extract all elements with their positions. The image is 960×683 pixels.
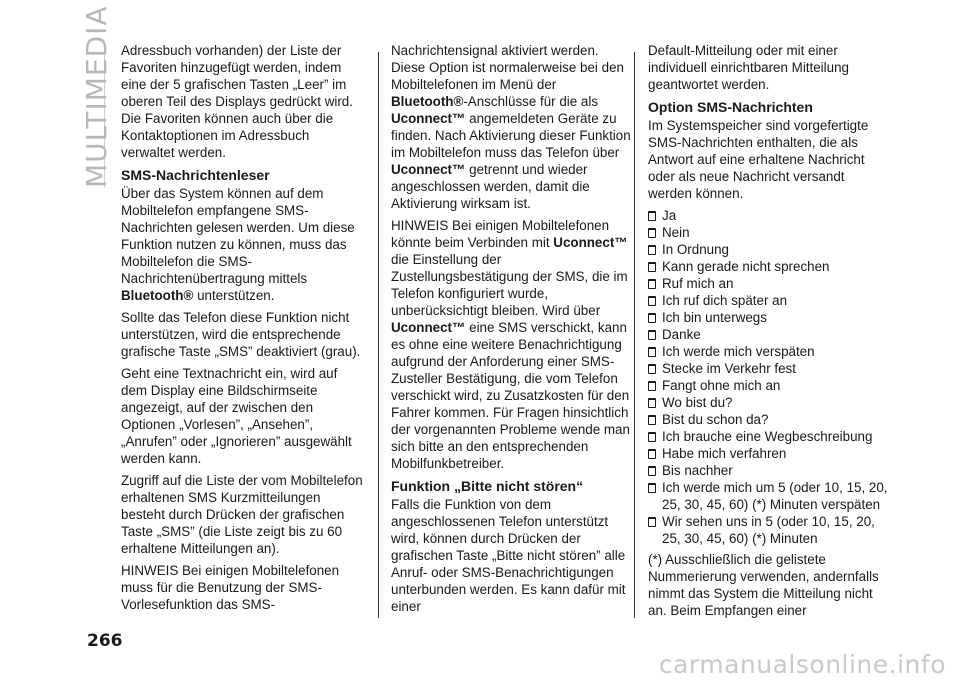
paragraph: Falls die Funktion von dem angeschlossenen Telefon unterstützt wird, können durch Drücken der grafischen Taste „Bitte nicht stören” alle Anruf- oder SMS-Benachrichtigungen unterbunden werden. Es kann dafür mit einer <box>391 497 626 614</box>
text-bold: Uconnect™ <box>391 320 466 335</box>
section-heading-do-not-disturb: Funktion „Bitte nicht stören“ <box>391 478 584 494</box>
list-item-text: Bis nachher <box>662 463 733 478</box>
list-item-text: Ruf mich an <box>662 276 734 291</box>
list-item-text: Kann gerade nicht sprechen <box>662 259 830 274</box>
list-item <box>648 462 890 479</box>
list-item-text: Ich ruf dich später an <box>662 293 788 308</box>
text-bold: Uconnect™ <box>391 162 466 177</box>
list-item <box>648 241 890 258</box>
list-item <box>648 445 890 462</box>
text-column-1 <box>121 42 363 618</box>
list-item <box>648 411 890 428</box>
checkbox-icon <box>648 228 656 238</box>
column-divider <box>378 52 379 618</box>
list-item-text: Ich brauche eine Wegbeschreibung <box>662 429 873 444</box>
checkbox-icon <box>648 466 656 476</box>
text-run: angemeldeten Geräte zu finden. Nach Aktivierung dieser Funktion im Mobiltelefon muss das Telefon über <box>391 111 631 160</box>
checkbox-icon <box>648 432 656 442</box>
list-item <box>648 394 890 411</box>
watermark: carmanualsonline.info <box>658 650 946 679</box>
checkbox-icon <box>648 330 656 340</box>
sms-template-list <box>648 207 890 547</box>
list-item-text: Fangt ohne mich an <box>662 378 781 393</box>
section-heading-sms-reader: SMS-Nachrichtenleser <box>121 167 270 183</box>
text-run: unterstützen. <box>193 288 275 303</box>
paragraph: Sollte das Telefon diese Funktion nicht unterstützen, wird die entsprechende grafische Taste „SMS” deaktiviert (grau). <box>121 310 361 359</box>
list-item <box>648 343 890 360</box>
list-item-text: Ich werde mich verspäten <box>662 344 815 359</box>
checkbox-icon <box>648 211 656 221</box>
paragraph <box>391 42 633 212</box>
list-item <box>648 309 890 326</box>
list-item-text: Nein <box>662 225 690 240</box>
list-item <box>648 360 890 377</box>
paragraph: Im Systemspeicher sind vorgefertigte SMS-Nachrichten enthalten, die als Antwort auf eine erhaltene Nachricht oder als neue Nachricht versandt werden können. <box>648 118 869 201</box>
list-item-text: Wir sehen uns in 5 (oder 10, 15, 20, 25, 30, 45, 60) (*) Minuten <box>662 514 875 546</box>
paragraph: (*) Ausschließlich die gelistete Nummerierung verwenden, andernfalls nimmt das System die Mitteilung nicht an. Beim Empfangen einer <box>648 552 879 618</box>
page-number: 266 <box>87 631 123 651</box>
text-bold: Uconnect™ <box>391 111 466 126</box>
text-bold: Bluetooth® <box>121 288 194 303</box>
checkbox-icon <box>648 398 656 408</box>
list-item-text: Stecke im Verkehr fest <box>662 361 796 376</box>
checkbox-icon <box>648 245 656 255</box>
list-item <box>648 428 890 445</box>
paragraph: Geht eine Textnachricht ein, wird auf dem Display eine Bildschirmseite angezeigt, auf der zwischen den Optionen „Vorlesen”, „Ansehen”, „Anrufen” oder „Ignorieren” ausgewählt werden kann. <box>121 366 352 466</box>
paragraph <box>391 217 633 472</box>
text-run: Nachrichtensignal aktiviert werden. Diese Option ist normalerweise bei den Mobiltelefonen im Menü der <box>391 43 624 92</box>
list-item <box>648 292 890 309</box>
list-item <box>648 326 890 343</box>
text-run: -Anschlüsse für die als <box>463 94 599 109</box>
list-item-text: Bist du schon da? <box>662 412 769 427</box>
checkbox-icon <box>648 517 656 527</box>
list-item <box>648 275 890 292</box>
list-item-text: Ich werde mich um 5 (oder 10, 15, 20, 25, 30, 45, 60) (*) Minuten verspäten <box>662 480 888 512</box>
text-bold: Bluetooth® <box>391 94 464 109</box>
checkbox-icon <box>648 262 656 272</box>
section-heading-sms-option: Option SMS-Nachrichten <box>648 99 813 115</box>
list-item-text: In Ordnung <box>662 242 729 257</box>
list-item-text: Habe mich verfahren <box>662 446 787 461</box>
text-column-2 <box>391 42 633 620</box>
checkbox-icon <box>648 415 656 425</box>
list-item-text: Ich bin unterwegs <box>662 310 767 325</box>
checkbox-icon <box>648 313 656 323</box>
section-tab-label: MULTIMEDIA <box>80 5 113 188</box>
checkbox-icon <box>648 381 656 391</box>
list-item <box>648 258 890 275</box>
list-item <box>648 513 890 547</box>
list-item <box>648 377 890 394</box>
list-item <box>648 224 890 241</box>
text-column-3 <box>648 42 890 624</box>
text-run: die Einstellung der Zustellungsbestätigung der SMS, die im Telefon konfiguriert wurde, unberücksichtigt bleiben. Wird über <box>391 252 628 318</box>
list-item <box>648 479 890 513</box>
paragraph <box>121 185 363 304</box>
checkbox-icon <box>648 296 656 306</box>
text-run: Über das System können auf dem Mobiltelefon empfangene SMS-Nachrichten gelesen werden. Um diese Funktion nutzen zu können, muss das Mobiltelefon die SMS-Nachrichtenübertragung mittels <box>121 186 355 286</box>
text-run: getrennt und wieder angeschlossen werden, damit die Aktivierung wirksam ist. <box>391 162 590 211</box>
text-run: eine SMS verschickt, kann es ohne eine weitere Benachrichtigung aufgrund der Anforderung einer SMS-Zusteller Bestätigung, die vom Telefon verschickt wird, zu Zusatzkosten für den Fahrer kommen. Für Fragen hinsichtlich der vorgenannten Probleme wende man sich bitte an den entsprechenden Mobilfunkbetreiber. <box>391 320 630 471</box>
list-item-text: Wo bist du? <box>662 395 733 410</box>
checkbox-icon <box>648 449 656 459</box>
checkbox-icon <box>648 483 656 493</box>
checkbox-icon <box>648 364 656 374</box>
text-bold: Uconnect™ <box>553 235 628 250</box>
text-run: HINWEIS Bei einigen Mobiltelefonen könnte beim Verbinden mit <box>391 218 610 250</box>
column-divider <box>634 52 635 618</box>
paragraph: Adressbuch vorhanden) der Liste der Favoriten hinzugefügt werden, indem eine der 5 grafischen Tasten „Leer” im oberen Teil des Displays gedrückt wird. Die Favoriten können auch über die Kontaktoptionen im Adressbuch verwaltet werden. <box>121 43 353 160</box>
paragraph: Zugriff auf die Liste der vom Mobiltelefon erhaltenen SMS Kurzmitteilungen besteht durch Drücken der grafischen Taste „SMS” (die Liste zeigt bis zu 60 erhaltene Mitteilungen an). <box>121 473 363 556</box>
list-item <box>648 207 890 224</box>
list-item-text: Danke <box>662 327 701 342</box>
paragraph: HINWEIS Bei einigen Mobiltelefonen muss für die Benutzung der SMS-Vorlesefunktion das SMS- <box>121 563 340 612</box>
paragraph: Default-Mitteilung oder mit einer individuell einrichtbaren Mitteilung geantwortet werden. <box>648 43 849 92</box>
checkbox-icon <box>648 279 656 289</box>
checkbox-icon <box>648 347 656 357</box>
list-item-text: Ja <box>662 208 677 223</box>
